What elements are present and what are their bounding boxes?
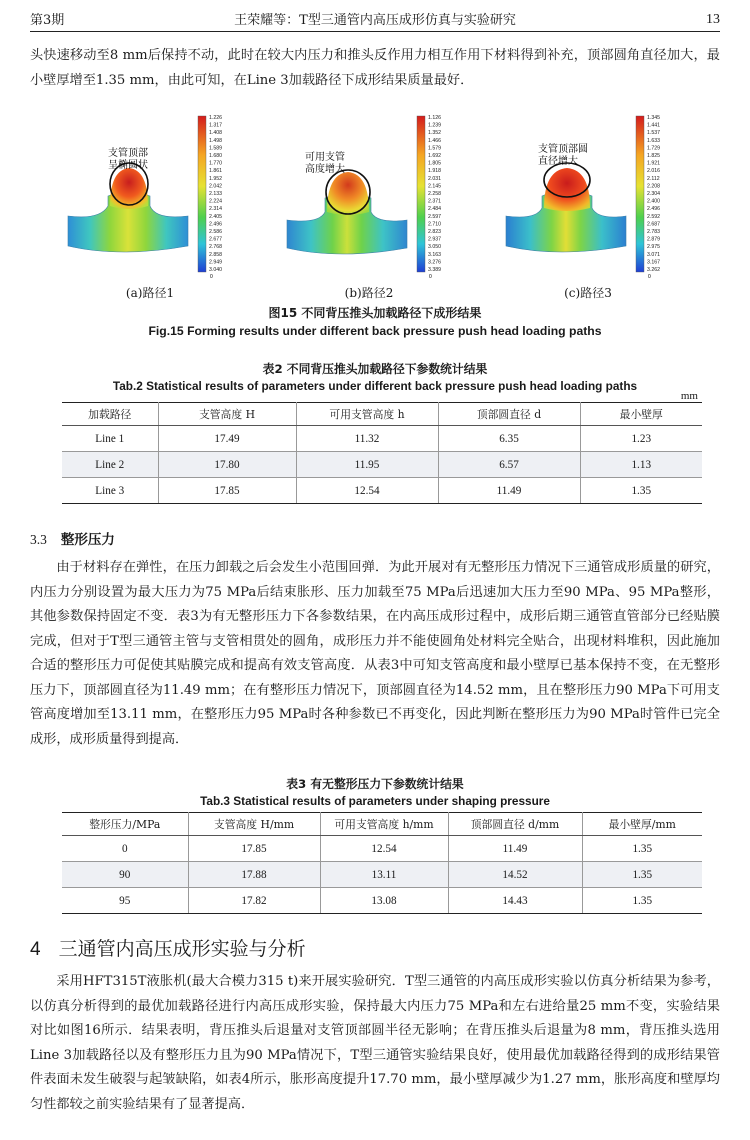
- colorbar-tick-label: 2.496: [209, 221, 222, 228]
- colorbar-tick-label: 3.071: [647, 251, 660, 258]
- colorbar-tick-label: 1.729: [647, 145, 660, 152]
- colorbar-tick-label: 1.918: [428, 168, 441, 175]
- section-number: 4: [30, 939, 41, 960]
- table-cell: 95: [62, 888, 188, 914]
- table-cell: 17.88: [188, 862, 320, 888]
- colorbar-tick-label: 2.400: [647, 198, 660, 205]
- colorbar-tick-label: 2.304: [647, 191, 660, 197]
- running-header: [30, 8, 720, 32]
- colorbar-tick-label: 2.823: [428, 229, 441, 235]
- panel-a-caption: (a)路径1: [125, 286, 175, 300]
- figure-panel-a: [60, 108, 272, 300]
- table-header-cell: 最小壁厚/mm: [582, 813, 702, 836]
- colorbar-tick-label: 2.768: [209, 244, 222, 251]
- colorbar-tick-label: 2.405: [209, 213, 222, 220]
- table-cell: 6.57: [438, 452, 580, 478]
- colorbar-tick-label: 2.687: [647, 221, 660, 228]
- table-cell: Line 2: [62, 452, 158, 478]
- colorbar-tick-label: 2.586: [209, 229, 222, 235]
- table-cell: 17.85: [188, 836, 320, 862]
- table-cell: Line 3: [62, 478, 158, 504]
- colorbar-tick-label: 1.466: [428, 137, 441, 144]
- colorbar-tick-label: 1.589: [209, 145, 222, 152]
- colorbar-tick-label: 1.680: [209, 153, 222, 159]
- colorbar-tick-label: 2.496: [647, 206, 660, 213]
- table-cell: 1.35: [580, 478, 702, 504]
- colorbar-tick-label: 1.921: [647, 160, 660, 167]
- colorbar-tick-label: 1.579: [428, 145, 441, 152]
- table-row: [62, 452, 702, 478]
- annotation-a-line2: 呈椭圆状: [108, 160, 148, 171]
- table-cell: 14.43: [448, 888, 582, 914]
- svg-text:0: 0: [648, 274, 651, 280]
- colorbar-tick-label: 2.597: [428, 213, 441, 220]
- colorbar-tick-label: 2.949: [209, 259, 222, 266]
- colorbar-tick-label: 1.408: [209, 130, 222, 137]
- colorbar-tick-label: 3.276: [428, 259, 441, 266]
- thickness-contour-a: [60, 108, 272, 284]
- table-cell: 1.35: [582, 836, 702, 862]
- section-4-heading: [30, 934, 306, 961]
- running-title: 王荣耀等：T型三通管内高压成形仿真与实验研究: [234, 13, 516, 28]
- table-cell: 14.52: [448, 862, 582, 888]
- table-cell: 13.11: [320, 862, 448, 888]
- colorbar-tick-label: 1.345: [647, 115, 660, 121]
- colorbar-tick-label: 2.371: [428, 198, 441, 205]
- table-cell: 17.49: [158, 426, 296, 452]
- section-title: 整形压力: [60, 532, 115, 548]
- table-cell: 17.82: [188, 888, 320, 914]
- table-cell: 6.35: [438, 426, 580, 452]
- colorbar-tick-label: 2.975: [647, 244, 660, 251]
- colorbar-tick-label: 2.145: [428, 183, 441, 190]
- intro-paragraph: 头快速移动至8 mm后保持不动，此时在较大内压力和推头反作用力相互作用下材料得到补充，顶部圆角直径加大，最小壁厚增至1.35 mm，由此可知，在Line 3加载路径下成形结果质量最好．: [30, 48, 720, 88]
- panel-b-caption: (b)路径2: [344, 286, 394, 300]
- section-3-3-heading: [30, 528, 115, 548]
- table-header-cell: 最小壁厚: [580, 403, 702, 426]
- table-row: [62, 836, 702, 862]
- colorbar-tick-label: 2.783: [647, 229, 660, 235]
- colorbar-tick-label: 1.498: [209, 137, 222, 144]
- colorbar-tick-label: 3.389: [428, 267, 441, 273]
- table-cell: 90: [62, 862, 188, 888]
- table-cell: 13.08: [320, 888, 448, 914]
- table-2: [62, 402, 702, 504]
- table-header-row: [62, 813, 702, 836]
- colorbar-tick-label: 2.858: [209, 251, 222, 258]
- thickness-contour-b: [279, 108, 491, 284]
- table-3: [62, 812, 702, 914]
- table-cell: 12.54: [320, 836, 448, 862]
- colorbar-tick-label: 1.352: [428, 130, 441, 137]
- colorbar-tick-label: 1.861: [209, 168, 222, 175]
- colorbar-tick-label: 1.952: [209, 175, 222, 182]
- colorbar-tick-label: 3.163: [428, 251, 441, 258]
- thickness-contour-c: [498, 108, 710, 284]
- colorbar-tick-label: 1.537: [647, 130, 660, 137]
- annotation-a-line1: 支管顶部: [108, 148, 148, 159]
- colorbar-tick-label: 3.050: [428, 244, 441, 251]
- figure-15-caption-cn: 图15 不同背压推头加载路径下成形结果: [268, 306, 482, 320]
- colorbar-tick-label: 2.016: [647, 168, 660, 175]
- page-number: 13: [706, 12, 720, 27]
- colorbar-tick-label: 2.042: [209, 183, 222, 190]
- table-row: [62, 478, 702, 504]
- colorbar-tick-label: 2.224: [209, 198, 222, 205]
- svg-text:0: 0: [429, 274, 432, 280]
- colorbar-tick-label: 1.126: [428, 115, 441, 121]
- table-cell: 12.54: [296, 478, 438, 504]
- colorbar-tick-label: 2.314: [209, 206, 222, 213]
- figure-15: [60, 108, 710, 300]
- annotation-c-line1: 支管顶部圆: [538, 144, 588, 155]
- svg-text:0: 0: [210, 274, 213, 280]
- colorbar-tick-label: 3.167: [647, 259, 660, 266]
- colorbar-tick-label: 2.710: [428, 221, 441, 228]
- table-cell: 1.23: [580, 426, 702, 452]
- table-cell: 0: [62, 836, 188, 862]
- annotation-b-line1: 可用支管: [305, 152, 345, 163]
- colorbar-tick-label: 2.208: [647, 183, 660, 190]
- table-cell: 17.85: [158, 478, 296, 504]
- table-2-unit: mm: [680, 390, 698, 402]
- colorbar-tick-label: 1.692: [428, 153, 441, 159]
- table-header-cell: 顶部圆直径 d/mm: [448, 813, 582, 836]
- colorbar-tick-label: 2.592: [647, 213, 660, 220]
- colorbar-tick-label: 2.112: [647, 175, 660, 182]
- section-title: 三通管内高压成形实验与分析: [58, 938, 306, 960]
- table-cell: Line 1: [62, 426, 158, 452]
- colorbar-tick-label: 1.770: [209, 160, 222, 167]
- table-cell: 11.49: [438, 478, 580, 504]
- table-cell: 11.32: [296, 426, 438, 452]
- colorbar-tick-label: 2.937: [428, 236, 441, 243]
- table-row: [62, 426, 702, 452]
- colorbar-tick-label: 1.825: [647, 153, 660, 159]
- colorbar-tick-label: 1.239: [428, 122, 441, 129]
- table-row: [62, 888, 702, 914]
- colorbar-tick-label: 1.226: [209, 115, 222, 121]
- table-cell: 17.80: [158, 452, 296, 478]
- figure-panel-c: [498, 108, 710, 300]
- table-header-cell: 可用支管高度 h/mm: [320, 813, 448, 836]
- colorbar-tick-label: 2.484: [428, 206, 441, 213]
- colorbar-tick-label: 2.879: [647, 236, 660, 243]
- table-header-cell: 顶部圆直径 d: [438, 403, 580, 426]
- colorbar-tick-label: 2.133: [209, 191, 222, 197]
- table-header-cell: 支管高度 H: [158, 403, 296, 426]
- colorbar-tick-label: 1.441: [647, 122, 660, 129]
- table-row: [62, 862, 702, 888]
- table-header-row: [62, 403, 702, 426]
- figure-15-caption-en: Fig.15 Forming results under different back pressure push head loading paths: [148, 324, 602, 338]
- colorbar-tick-label: 2.031: [428, 175, 441, 182]
- colorbar-tick-label: 3.040: [209, 267, 222, 273]
- colorbar-tick-label: 1.317: [209, 122, 222, 129]
- table-cell: 1.35: [582, 862, 702, 888]
- colorbar-tick-label: 1.633: [647, 137, 660, 144]
- annotation-c-line2: 直径增大: [538, 156, 578, 167]
- table-header-cell: 可用支管高度 h: [296, 403, 438, 426]
- annotation-b-line2: 高度增大: [305, 164, 345, 175]
- section-number: 3.3: [30, 532, 47, 547]
- table-cell: 11.95: [296, 452, 438, 478]
- colorbar-tick-label: 2.258: [428, 191, 441, 197]
- panel-c-caption: (c)路径3: [564, 286, 612, 300]
- table-2-caption-cn: 表2 不同背压推头加载路径下参数统计结果: [262, 362, 488, 376]
- table-cell: 1.35: [582, 888, 702, 914]
- figure-panel-b: [279, 108, 491, 300]
- table-header-cell: 支管高度 H/mm: [188, 813, 320, 836]
- table-header-cell: 整形压力/MPa: [62, 813, 188, 836]
- table-3-caption-cn: 表3 有无整形压力下参数统计结果: [286, 777, 464, 791]
- table-cell: 11.49: [448, 836, 582, 862]
- colorbar-tick-label: 3.262: [647, 267, 660, 273]
- table-header-cell: 加载路径: [62, 403, 158, 426]
- table-cell: 1.13: [580, 452, 702, 478]
- colorbar-tick-label: 2.677: [209, 236, 222, 243]
- table-3-caption-en: Tab.3 Statistical results of parameters under shaping pressure: [200, 794, 550, 808]
- section-4-paragraph: 采用HFT315T液胀机(最大合模力315 t)来开展实验研究．T型三通管的内高压成形实验以仿真分析结果为参考，以仿真分析得到的最优加载路径进行内高压成形实验，保持最大内压力75 MPa和左右进给量25 mm不变，实验结果对比如图16所示．结果表明，背压推头后退量对支管顶部圆半径无影响；在背压推头后退量为8 mm，背压推头选用Line 3加载路径以及有整形压力且为90 MPa情况下，T型三通管实验结果良好，使用最优加载路径得到的成形结果管件表面未发生破裂与起皱缺陷，如表4所示，胀形高度提升17.70 mm，最小壁厚减少为1.27 mm，胀形高度和壁厚均匀性都较之前实验结果有了显著提高．: [30, 974, 720, 1112]
- issue-number: 第3期: [30, 13, 65, 28]
- colorbar-tick-label: 1.805: [428, 160, 441, 167]
- section-3-3-paragraph: 由于材料存在弹性，在压力卸载之后会发生小范围回弹．为此开展对有无整形压力情况下三通管成形质量的研究，内压力分别设置为最大压力为75 MPa后结束胀形、压力加载至75 MPa后迅速加大压力至90 MPa、95 MPa整形，其他参数保持固定不变．表3为有无整形压力下各参数结果，在内高压成形过程中，成形后期三通管直管部分已经贴膜完成，但对于T型三通管主管与支管相贯处的圆角，成形压力并不能使圆角处材料完全贴合，出现材料堆积，因此施加合适的整形压力可促使其贴膜完成和提高有效支管高度．从表3中可知支管高度和最小壁厚已基本保持不变，在无整形压力下，顶部圆直径为11.49 mm；在有整形压力情况下，顶部圆直径为14.52 mm，且在整形压力90 MPa下可用支管高度增加至13.11 mm，在整形压力95 MPa时各种参数已不再变化，因此判断在整形压力为90 MPa时管件已完全成形，成形质量得到提高．: [30, 560, 720, 747]
- table-2-caption-en: Tab.2 Statistical results of parameters under different back pressure push head loading paths: [112, 379, 638, 393]
